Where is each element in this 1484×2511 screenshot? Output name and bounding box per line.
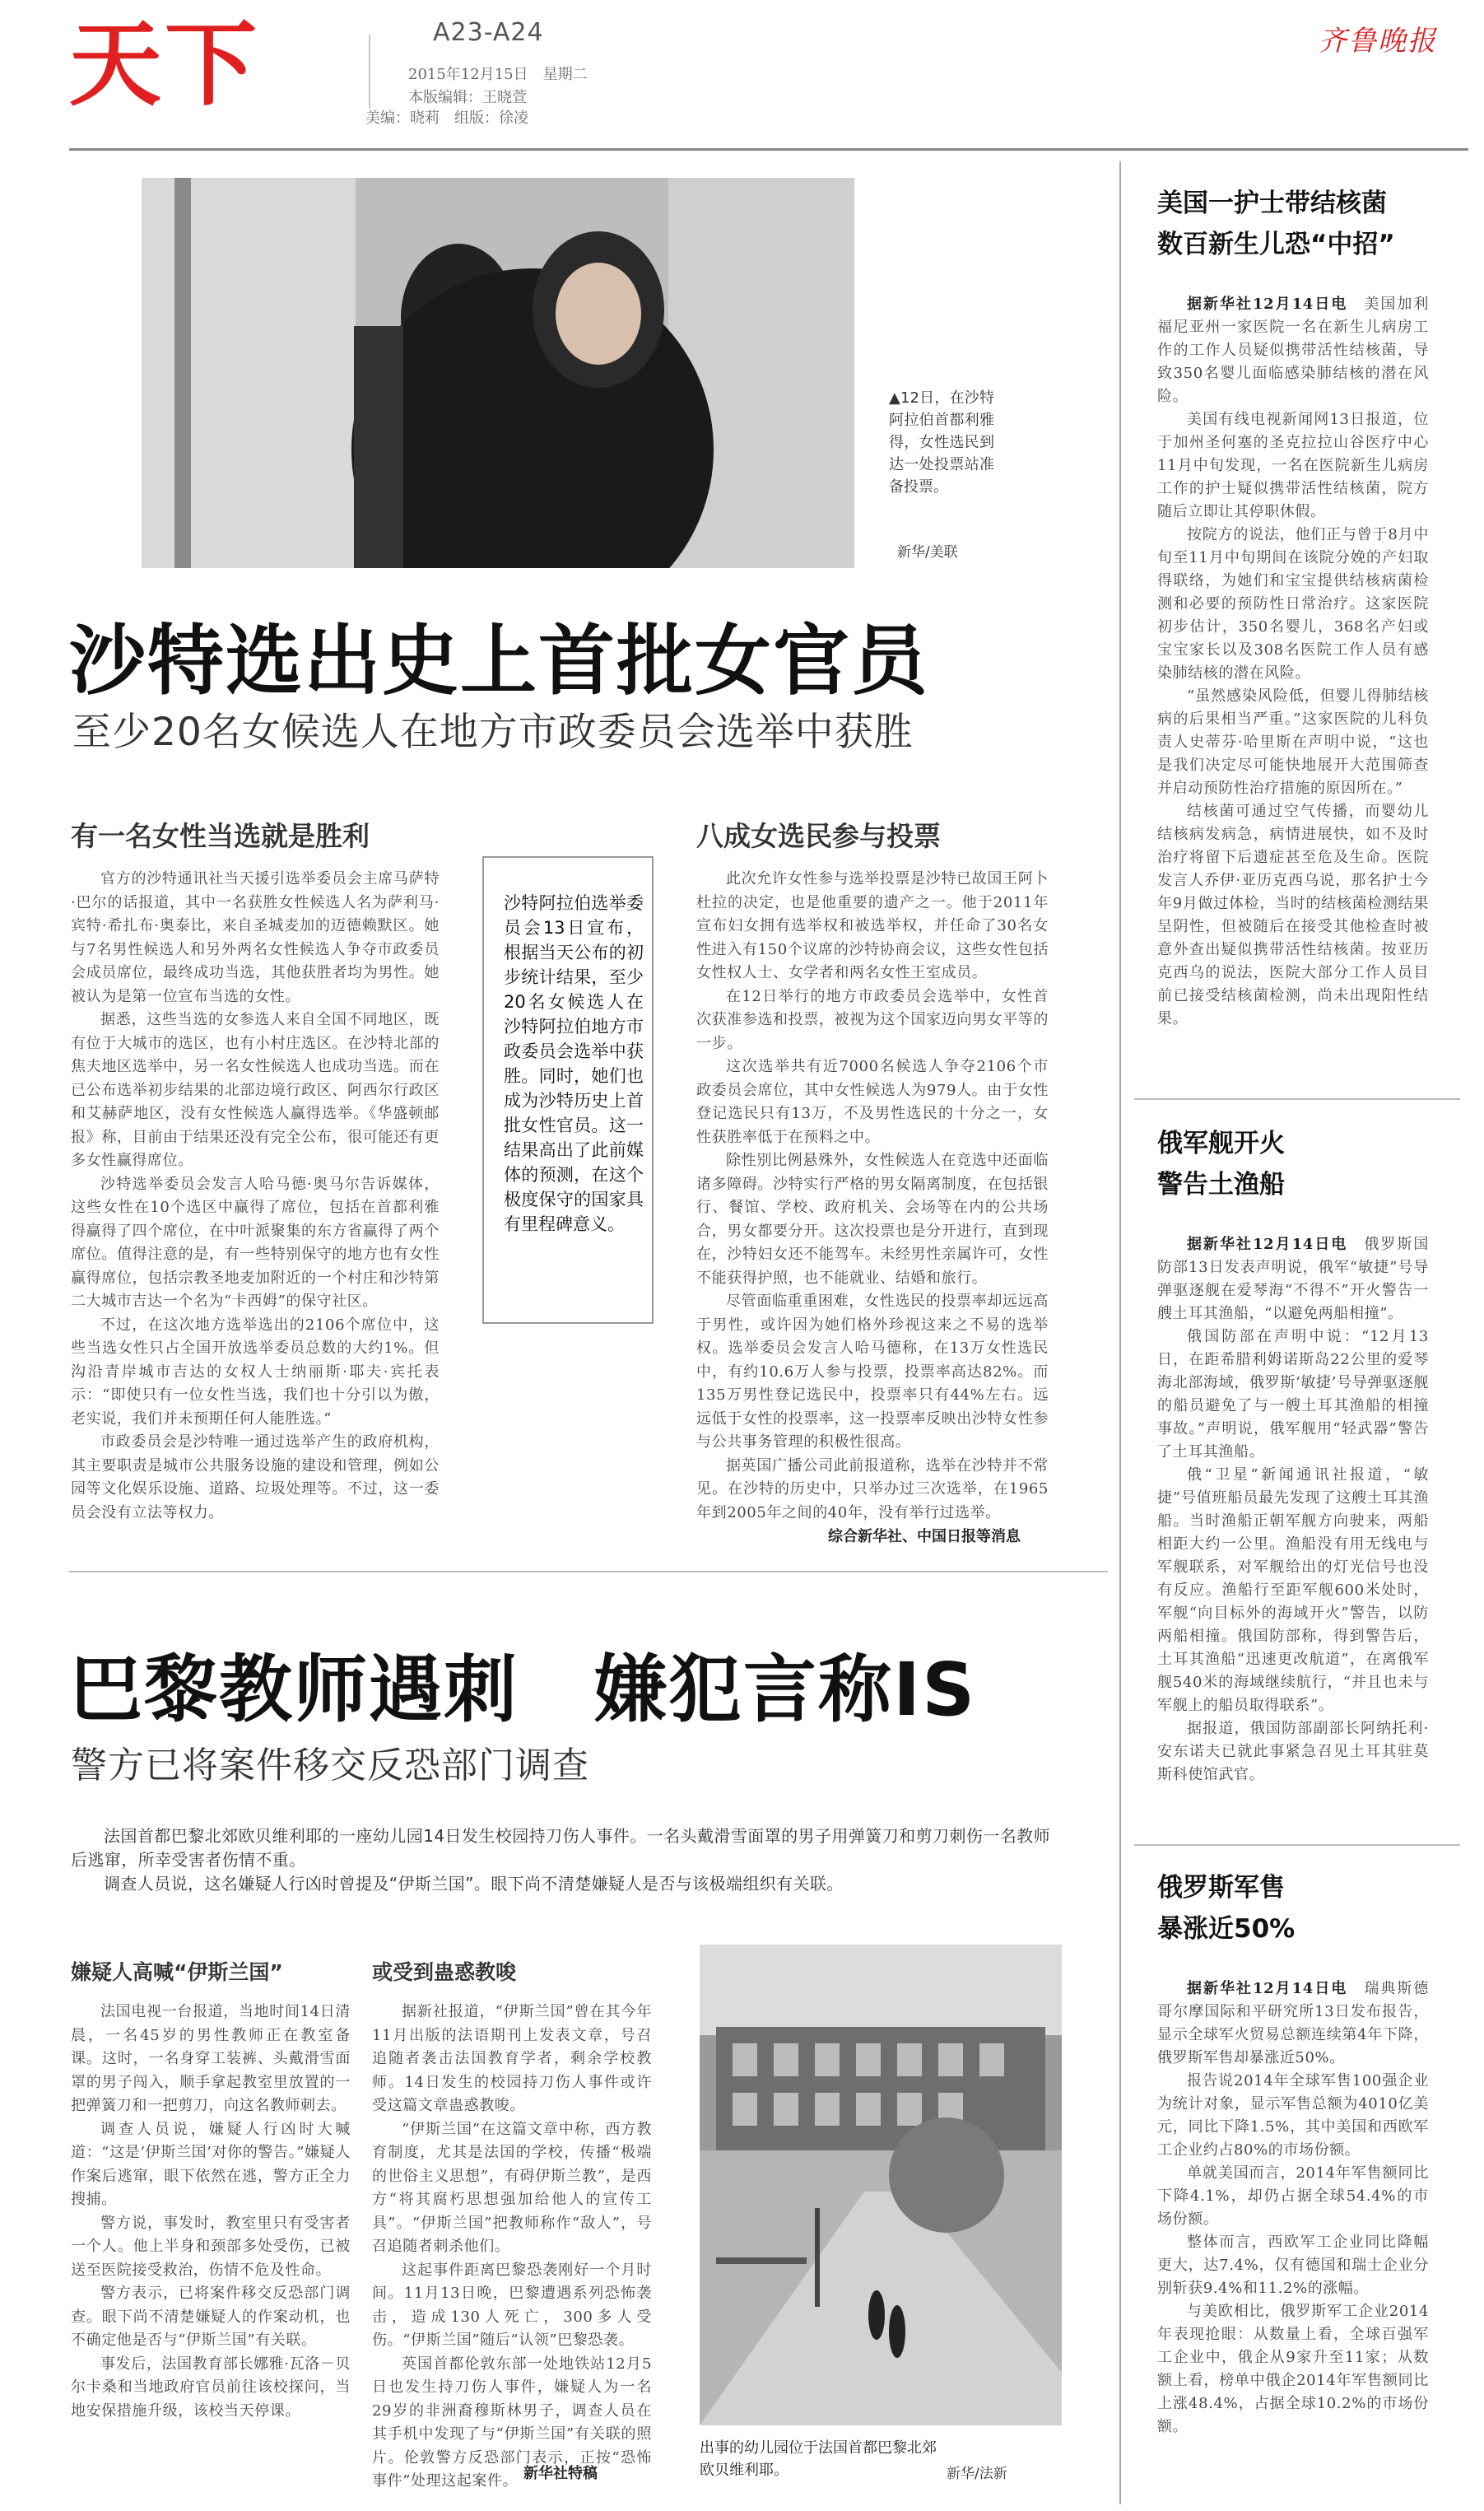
column-divider-main bbox=[1119, 161, 1121, 2504]
pullquote-text: 沙特阿拉伯选举委员会13日宣布，根据当天公布的初步统计结果，至少20名女候选人在沙特阿拉伯地方市政委员会选举中获胜。同时，她们也成为沙特历史上首批女性官员。这一结果高出了此前媒体的预测，在这个极度保守的国家具有里程碑意义。 bbox=[504, 893, 644, 1234]
sidebar-story-arms bbox=[1157, 1867, 1429, 2439]
paragraph: 按院方的说法，他们正与曾于8月中旬至11月中旬期间在该院分娩的产妇取得联络，为她们和宝宝提供结核病菌检测和必要的预防性日常治疗。这家医院初步估计，350名婴儿，368名产妇或宝宝家长以及308名医院工作人员有感染肺结核的潜在风险。 bbox=[1157, 526, 1429, 682]
sidebar-title: 俄军舰开火 bbox=[1157, 1129, 1285, 1158]
section-title-4: 或受到蛊惑教唆 bbox=[372, 1960, 517, 1984]
sidebar-body bbox=[1157, 1978, 1429, 2439]
paragraph: 不过，在这次地方选举选出的2106个席位中，这些当选女性只占全国开放选举委员总数的大约1%。但沟沿青岸城市吉达的女权人士纳丽斯·耶夫·宾托表示：“即使只有一位女性当选，我们也十分引以为傲，老实说，我们并未预期任何人能胜选。” bbox=[71, 1316, 440, 1428]
paragraph: 据悉，这些当选的女参选人来自全国不同地区，既有位于大城市的选区，也有小村庄选区。在沙特北部的焦夫地区选举中，另一名女性候选人也成功当选。而在已公布选举初步结果的北部边境行政区、阿西尔行政区和艾赫萨地区，没有女性候选人赢得选举。《华盛顿邮报》称，目前由于结果还没有完全公布，很可能还有更多女性赢得席位。 bbox=[71, 1011, 440, 1169]
photo-caption-2: 出事的幼儿园位于法国首都巴黎北郊欧贝维利耶。 bbox=[700, 2439, 937, 2479]
paragraph: 整体而言，西欧军工企业同比降幅更大，达7.4%，仅有德国和瑞士企业分别斩获9.4%和11.2%的涨幅。 bbox=[1157, 2234, 1429, 2297]
paragraph: 调查人员说，嫌疑人行凶时大喊道：“这是‘伊斯兰国’对你的警告。”嫌疑人作案后逃窜，眼下依然在逃，警方正全力搜捕。 bbox=[71, 2120, 351, 2208]
paragraph: 在12日举行的地方市政委员会选举中，女性首次获准参选和投票，被视为这个国家迈向男女平等的一步。 bbox=[696, 987, 1049, 1052]
sidebar-body bbox=[1157, 1233, 1429, 1787]
sidebar-title: 警告土渔船 bbox=[1157, 1170, 1285, 1200]
paragraph: 据英国广播公司此前报道称，选举在沙特并不常见。在沙特的历史中，只举办过三次选举，在1965年到2005年之间的40年，没有举行过选举。 bbox=[696, 1456, 1049, 1521]
section-title-3: 嫌疑人高喊“伊斯兰国” bbox=[71, 1960, 283, 1984]
section-title-1: 有一名女性当选就是胜利 bbox=[71, 820, 370, 852]
paragraph-text: 俄罗斯国防部13日发表声明说，俄军“敏捷”号导弹驱逐舰在爱琴海“不得不”开火警告一艘土耳其渔船，“以避免两船相撞”。 bbox=[1157, 1236, 1429, 1322]
editor-line: 本版编辑：王晓萱 bbox=[408, 89, 527, 106]
photo-credit-1: 新华/美联 bbox=[897, 544, 958, 561]
paragraph: 法国电视一台报道，当地时间14日清晨，一名45岁的男性教师正在教室备课。这时，一名身穿工装裤、头戴滑雪面罩的男子闯入，顺手拿起教室里放置的一把弹簧刀和一把剪刀，向这名教师刺去。 bbox=[71, 2003, 351, 2114]
sidebar-story-navy bbox=[1157, 1123, 1429, 1787]
pullquote-box bbox=[482, 856, 654, 1324]
sidebar-title: 美国一护士带结核菌 bbox=[1157, 189, 1387, 218]
dateline: 据新华社12月14日电 bbox=[1187, 296, 1348, 313]
paragraph: 报告说2014年全球军售100强企业为统计对象，显示军售总额为4010亿美元，同比下降1.5%，其中美国和西欧军工企业约占80%的市场份额。 bbox=[1157, 2072, 1429, 2159]
paragraph: 警方说，事发时，教室里只有受害者一个人。他上半身和颈部多处受伤，已被送至医院接受救治，伤情不危及性命。 bbox=[71, 2214, 351, 2279]
paragraph: 据新社报道，“伊斯兰国”曾在其今年11月出版的法语期刊上发表文章，号召追随者袭击法国教育学者，剩余学校教师。14日发生的校园持刀伤人事件或许受这篇文章蛊惑教唆。 bbox=[372, 2003, 652, 2114]
paragraph: 此次允许女性参与选举投票是沙特已故国王阿卜杜拉的决定，也是他重要的遗产之一。他于2011年宣布妇女拥有选举权和被选举权，并任命了30名女性进入有150个议席的沙特协商会议，这些女性包括女性权人士、女学者和两名女性王室成员。 bbox=[696, 870, 1049, 981]
paragraph: “虽然感染风险低，但婴儿得肺结核病的后果相当严重。”这家医院的儿科负责人史蒂芬·哈里斯在声明中说，“这也是我们决定尽可能快地展开大范围筛查并启动预防性治疗措施的原因所在。” bbox=[1157, 687, 1429, 797]
paragraph-text: 美国加利福尼亚州一家医院一名在新生儿病房工作的工作人员疑似携带活性结核菌，导致350名婴儿面临感染肺结核的潜在风险。 bbox=[1157, 296, 1429, 405]
subheadline-paris: 警方已将案件移交反恐部门调查 bbox=[71, 1745, 589, 1787]
paris-col1 bbox=[71, 2001, 351, 2423]
paragraph: 英国首都伦敦东部一处地铁站12月5日也发生持刀伤人事件，嫌疑人为一名29岁的非洲裔穆斯林男子，调查人员在其手机中发现了与“伊斯兰国”有关联的照片。伦敦警方反恐部门表示，正按“恐怖事件”处理这起案件。 bbox=[372, 2355, 652, 2490]
sidebar-divider bbox=[1134, 1098, 1460, 1100]
sidebar-title: 暴涨近50% bbox=[1157, 1914, 1296, 1944]
paragraph: 俄国防部在声明中说：“12月13日，在距希腊利姆诺斯岛22公里的爱琴海北部海域，俄罗斯‘敏捷’号导弹驱逐舰的船员避免了与一艘土耳其渔船的相撞事故。”声明说，俄军舰用“轻武器”警告了土耳其渔船。 bbox=[1157, 1328, 1429, 1460]
paragraph: 沙特选举委员会发言人哈马德·奥马尔告诉媒体，这些女性在10个选区中赢得了席位，包括在首都利雅得赢得了四个席位，在中叶派聚集的东方省赢得了两个席位。值得注意的是，有一些特别保守的地方也有女性赢得席位，包括宗教圣地麦加附近的一个村庄和沙特第二大城市吉达一个名为“卡西姆”的保守社区。 bbox=[71, 1175, 440, 1310]
paragraph: 事发后，法国教育部长娜雅·瓦洛－贝尔卡桑和当地政府官员前往该校探问，当地安保措施升级，该校当天停课。 bbox=[71, 2355, 351, 2420]
masthead-logo: 天下 bbox=[69, 12, 260, 119]
page-numbers: A23-A24 bbox=[433, 18, 544, 47]
sidebar-title: 俄罗斯军售 bbox=[1157, 1873, 1285, 1903]
paragraph: 美国有线电视新闻网13日报道，位于加州圣何塞的圣克拉拉山谷医疗中心11月中旬发现，一名在医院新生儿病房工作的护士疑似携带活性结核菌，院方随后立即让其停职休假。 bbox=[1157, 411, 1429, 520]
sidebar-divider bbox=[1134, 1844, 1460, 1846]
paragraph: 市政委员会是沙特唯一通过选举产生的政府机构，其主要职责是城市公共服务设施的建设和管理，例如公园等文化娱乐设施、道路、垃圾处理等。不过，这一委员会没有立法等权力。 bbox=[71, 1433, 440, 1521]
logo-divider bbox=[369, 35, 375, 109]
paragraph: “伊斯兰国”在这篇文章中称，西方教育制度，尤其是法国的学校，传播“极端的世俗主义思想”，有碍伊斯兰教”，是西方“将其腐朽思想强加给他人的宣传工具”。“伊斯兰国”把教师称作“敌人”，号召追随者刺杀他们。 bbox=[372, 2120, 652, 2255]
photo-credit-2: 新华/法新 bbox=[947, 2466, 1007, 2482]
photo-illustration-2 bbox=[700, 1945, 1062, 2425]
story2-credit: 新华社特稿 bbox=[523, 2465, 598, 2482]
paragraph: 与美欧相比，俄罗斯军工企业2014年表现抢眼：从数量上看，全球百强军工企业中，俄企从9家升至11家；从数额上看，榜单中俄企2014年军售额同比上涨48.4%，占据全球10.2%的市场份额。 bbox=[1157, 2303, 1429, 2435]
date-line: 2015年12月15日 星期二 bbox=[408, 66, 588, 83]
masthead-rule bbox=[69, 148, 1468, 151]
sidebar-story-tb bbox=[1157, 183, 1429, 1031]
photo-illustration bbox=[142, 178, 854, 568]
lead-paragraph-2: 调查人员说，这名嫌疑人行凶时曾提及“伊斯兰国”。眼下尚不清楚嫌疑人是否与该极端组织有关联。 bbox=[104, 1874, 844, 1894]
dateline: 据新华社12月14日电 bbox=[1187, 1236, 1348, 1253]
photo-caption-1: ▲12日，在沙特阿拉伯首都利雅得，女性选民到达一处投票站准备投票。 bbox=[889, 389, 994, 496]
sidebar-title: 数百新生儿恐“中招” bbox=[1157, 230, 1395, 259]
paragraph: 俄“卫星”新闻通讯社报道，“敏捷”号值班船员最先发现了这艘土耳其渔船。当时渔船正朝军舰方向驶来，两船相距大约一公里。渔船没有用无线电与军舰联系，对军舰给出的灯光信号也没有反应。渔船行至距军舰600米处时，军舰“向目标外的海域开火”警告，以防两船相撞。俄国防部称，得到警告后，土耳其渔船“迅速更改航道”，在离俄军舰540米的海域继续航行，“并且也未与军舰上的船员取得联系”。 bbox=[1157, 1466, 1429, 1714]
paragraph bbox=[1157, 1978, 1429, 2070]
paragraph: 这次选举共有近7000名候选人争夺2106个市政委员会席位，其中女性候选人为979人。由于女性登记选民只有13万，不及男性选民的十分之一，女性获胜率低于在预料之中。 bbox=[696, 1058, 1049, 1146]
sidebar-body bbox=[1157, 293, 1429, 1031]
paragraph bbox=[1157, 1233, 1429, 1325]
lead-paragraph-1: 法国首都巴黎北郊欧贝维利耶的一座幼儿园14日发生校园持刀伤人事件。一名头戴滑雪面罩的男子用弹簧刀和剪刀刺伤一名教师后逃窜，所幸受害者伤情不重。 bbox=[71, 1826, 1050, 1870]
section-title-2: 八成女选民参与投票 bbox=[696, 820, 941, 852]
staff-line: 美编：晓莉 组版：徐凌 bbox=[365, 109, 528, 127]
saudi-col2 bbox=[696, 868, 1049, 1525]
paragraph: 警方表示，已将案件移交反恐部门调查。眼下尚不清楚嫌疑人的作案动机，也不确定他是否与“伊斯兰国”有关联。 bbox=[71, 2285, 351, 2349]
paris-col2 bbox=[372, 2001, 652, 2494]
kindergarten-photo bbox=[700, 1945, 1062, 2425]
headline-saudi: 沙特选出史上首批女官员 bbox=[69, 617, 929, 706]
paragraph: 除性别比例悬殊外，女性候选人在竞选中还面临诸多障碍。沙特实行严格的男女隔离制度，在包括银行、餐馆、学校、政府机关、会场等在内的公共场合，男女都要分开。这次投票也是分开进行，直到现在，沙特妇女还不能驾车。未经男性亲属许可，女性不能获得护照，也不能就业、结婚和旅行。 bbox=[696, 1152, 1049, 1287]
story-divider bbox=[69, 1571, 1108, 1572]
paragraph: 尽管面临重重困难，女性选民的投票率却远远高于男性，或许因为她们格外珍视这来之不易的选举权。选举委员会发言人哈马德称，在13万女性选民中，有约10.6万人参与投票，投票率高达82%。而135万男性登记选民中，投票率只有44%左右。远远低于女性的投票率，这一投票率反映出沙特女性参与公共事务管理的积极性很高。 bbox=[696, 1293, 1049, 1451]
paragraph-text: 瑞典斯德哥尔摩国际和平研究所13日发布报告，显示全球军火贸易总额连续第4年下降，俄罗斯军售却暴涨近50%。 bbox=[1157, 1980, 1429, 2066]
dateline: 据新华社12月14日电 bbox=[1187, 1980, 1348, 1997]
saudi-col1 bbox=[71, 868, 440, 1525]
brand-logo: 齐鲁晚报 bbox=[1319, 25, 1437, 58]
lead-paris bbox=[71, 1824, 1050, 1896]
paragraph bbox=[1157, 293, 1429, 408]
paragraph: 这起事件距离巴黎恐袭刚好一个月时间。11月13日晚，巴黎遭遇系列恐怖袭击，造成130人死亡，300多人受伤。“伊斯兰国”随后“认领”巴黎恐袭。 bbox=[372, 2261, 652, 2349]
paragraph: 结核菌可通过空气传播，而婴幼儿结核病发病急，病情进展快，如不及时治疗将留下后遗症甚至危及生命。医院发言人乔伊·亚历克西乌说，那名护士今年9月做过体检，当时的结核菌检测结果呈阴性，但被随后在接受其他检查时被意外查出疑似携带活性结核菌。按亚历克西乌的说法，医院大部分工作人员目前已接受结核菌检测，尚未出现阳性结果。 bbox=[1157, 803, 1429, 1027]
paragraph: 单就美国而言，2014年军售额同比下降4.1%，却仍占据全球54.4%的市场份额。 bbox=[1157, 2164, 1429, 2228]
paragraph: 据报道，俄国防部副部长阿纳托利·安东诺夫已就此事紧急召见土耳其驻莫斯科使馆武官。 bbox=[1157, 1720, 1429, 1783]
headline-paris: 巴黎教师遇刺 嫌犯言称IS bbox=[69, 1647, 977, 1732]
story1-credit: 综合新华社、中国日报等消息 bbox=[828, 1528, 1021, 1545]
paragraph: 官方的沙特通讯社当天援引选举委员会主席马萨特·巴尔的话报道，其中一名获胜女性候选人名为萨利马·宾特·希扎布·奥泰比，来自圣城麦加的迈德赖默区。她与7名男性候选人和另外两名女性候选人争夺市政委员会成员席位，最终成功当选，其他获胜者均为男性。她被认为是第一位宣布当选的女性。 bbox=[71, 870, 440, 1005]
subheadline-saudi: 至少20名女候选人在地方市政委员会选举中获胜 bbox=[72, 710, 914, 755]
saudi-voter-photo bbox=[142, 178, 854, 568]
